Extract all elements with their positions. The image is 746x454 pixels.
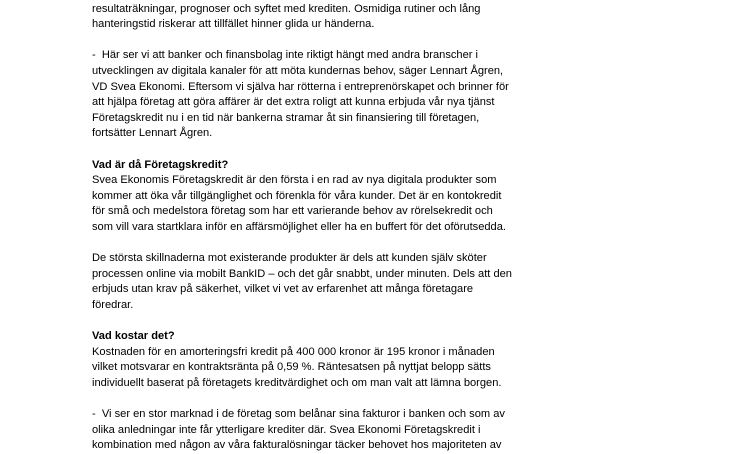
paragraph-spacer <box>92 236 732 252</box>
text-line: föredrar. <box>92 298 134 311</box>
paragraph-market-quote <box>92 407 732 454</box>
paragraph-intro <box>92 0 732 33</box>
text-line: Företagskredit nu i en tid när bankerna stramar åt sin finansiering till företagen, <box>92 111 480 124</box>
text-line: fortsätter Lennart Ågren. <box>92 127 213 140</box>
text-line: för små och medelstora företag som har ett varierande behov av rörelsekredit och <box>92 205 493 218</box>
text-line: vilket motsvarar en kontraktsränta på 0,59 %. Räntesatsen på nyttjat belopp sätts <box>92 361 491 374</box>
text-line: - Här ser vi att banker och finansbolag inte riktigt hängt med andra branscher i <box>92 49 479 62</box>
section-what-does-it-cost <box>92 329 732 391</box>
text-line: resultaträkningar, prognoser och syftet med krediten. Osmidiga rutiner och lång <box>92 2 481 15</box>
text-line: kombination med någon av våra fakturalösningar täcker behovet hos majoriteten av <box>92 439 502 452</box>
text-line: Kostnaden för en amorteringsfri kredit på 400 000 kronor är 195 kronor i månaden <box>92 345 495 358</box>
text-line: erbjuds utan krav på säkerhet, vilket vi vet av erfarenhet att många företagare <box>92 283 474 296</box>
section-heading: Vad kostar det? <box>92 330 175 343</box>
text-line: De största skillnaderna mot existerande produkter är dels att kunden själv sköter <box>92 252 487 265</box>
section-heading: Vad är då Företagskredit? <box>92 158 229 171</box>
paragraph-differences <box>92 251 732 313</box>
paragraph-spacer <box>92 313 732 329</box>
text-line: VD Svea Ekonomi. Eftersom vi själva har rötterna i entreprenörskapet och brinner för <box>92 80 509 93</box>
text-line: utvecklingen av digitala kanaler för att möta kundernas behov, säger Lennart Ågren, <box>92 64 504 77</box>
paragraph-spacer <box>92 33 732 49</box>
text-line: kommer att öka vår tillgänglighet och förenkla för våra kunder. Det är en kontokredit <box>92 189 502 202</box>
text-line: Svea Ekonomis Företagskredit är den första i en rad av nya digitala produkter som <box>92 174 497 187</box>
paragraph-spacer <box>92 391 732 407</box>
text-line: att hjälpa företag att göra affärer är det extra roligt att kunna erbjuda vår nya tjänst <box>92 96 495 109</box>
text-line: individuellt baserat på företagets kreditvärdighet och om man valt att lämna borgen. <box>92 376 502 389</box>
text-line: olika anledningar inte får ytterligare krediter där. Svea Ekonomi Företagskredit i <box>92 423 481 436</box>
text-line: processen online via mobilt BankID – och det går snabbt, under minuten. Dels att den <box>92 267 512 280</box>
section-what-is-foretagskredit <box>92 158 732 236</box>
text-line: hanteringstid riskerar att tillfället hinner glida ur händerna. <box>92 18 375 31</box>
paragraph-quote-agren <box>92 48 732 142</box>
text-line: som vill vara startklara inför en affärsmöjlighet eller ha en buffert för det oförutsedda. <box>92 220 506 233</box>
text-line: - Vi ser en stor marknad i de företag som belånar sina fakturor i banken och som av <box>92 408 505 421</box>
paragraph-spacer <box>92 142 732 158</box>
document-page <box>92 0 732 454</box>
